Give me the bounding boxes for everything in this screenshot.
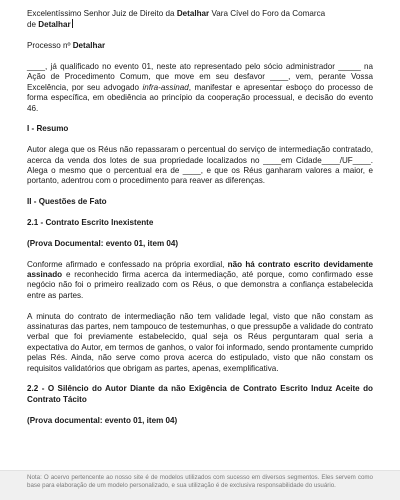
header-line2-placeholder: Detalhar: [38, 20, 71, 30]
subsection-2-2-title: 2.2 - O Silêncio do Autor Diante da não Exigência de Contrato Escrito Induz Aceite do Contrato Tácito: [27, 384, 373, 404]
processo-value: Detalhar: [72, 41, 106, 51]
section-resumo-text: Autor alega que os Réus não repassaram o percentual do serviço de intermediação contratado, acerca da venda dos lotes de sua propriedade localizados no ____em Cidade____/UF____. Alega o mesmo que o percentual era de ____, e que os Réus ganharam valores a maior, e portanto, adentrou com o procedimento para reaver as diferenças.: [27, 145, 373, 186]
s21-p1-text-b: e reconhecido firma acerca da intermediação, até porque, como confirmado esse negócio não foi o primeiro realizado com os Réus, o que demonstra a confiança estabelecida entre as partes.: [27, 270, 373, 300]
intro-paragraph: [27, 62, 373, 114]
subsection-2-2-prova: (Prova documental: evento 01, item 04): [27, 415, 178, 425]
header-line2-a: de: [27, 20, 39, 30]
subsection-2-1-prova: (Prova Documental: evento 01, item 04): [27, 238, 179, 248]
processo-label: Processo nº: [27, 41, 73, 51]
section-questoes-title: II - Questões de Fato: [27, 197, 107, 207]
intro-italic: infra-assinad: [142, 82, 189, 92]
processo-line: [27, 41, 373, 51]
s21-p1-bold: não há contrato escrito devidamente assinado: [27, 259, 373, 280]
s21-p1-text-a: Conforme afirmado e confessado na própria exordial,: [27, 259, 228, 269]
subsection-2-1-title: 2.1 - Contrato Escrito Inexistente: [27, 218, 154, 228]
text-cursor: [72, 19, 73, 28]
section-resumo-title: I - Resumo: [27, 124, 69, 134]
header-line1-c: Vara Cível do Foro da Comarca: [209, 9, 326, 18]
footer-note: [0, 470, 400, 500]
intro-text-b: , manifestar e apresentar esboço do processo de forma específica, em obediência ao princípio da cooperação processual, e decisão do evento 46.: [27, 82, 373, 113]
header-addressee: [27, 9, 373, 31]
header-line1-placeholder: Detalhar: [176, 9, 210, 18]
header-line1-a: Excelentíssimo Senhor Juiz de Direito da: [27, 9, 177, 18]
footer-note-text: Nota: O acervo pertencente ao nosso site é de modelos utilizados com sucesso em diversos segmentos. Eles servem como base para elaboração de um modelo personalizado, e sua utilização é de exclusiva responsabilidade do usuário.: [27, 474, 373, 489]
intro-text-a: ____, já qualificado no evento 01, neste ato representado pelo sócio administrador _____ na Ação de Procedimento Comum, que move em seu desfavor ____, vem, perante Vossa Excelência, por seu advogado: [27, 62, 373, 92]
subsection-2-1-paragraph-1: [27, 260, 373, 302]
subsection-2-1-paragraph-2: A minuta do contrato de intermediação não tem validade legal, visto que não constam as assinaturas das partes, nem tampouco de testemunhas, o que pressupõe a validade do contrato verbal que foi previamente estabelecido, qual seja os Réus perguntaram qual seria a expectativa do Autor, em termos de ganhos, o valor foi informado, sendo prontamente cumprido pelas Rés. Ainda, não serve como prova acerca do estipulado, visto que não constam os requisitos validatórios que obrigam as partes, apenas, exemplificativa.: [27, 311, 373, 373]
